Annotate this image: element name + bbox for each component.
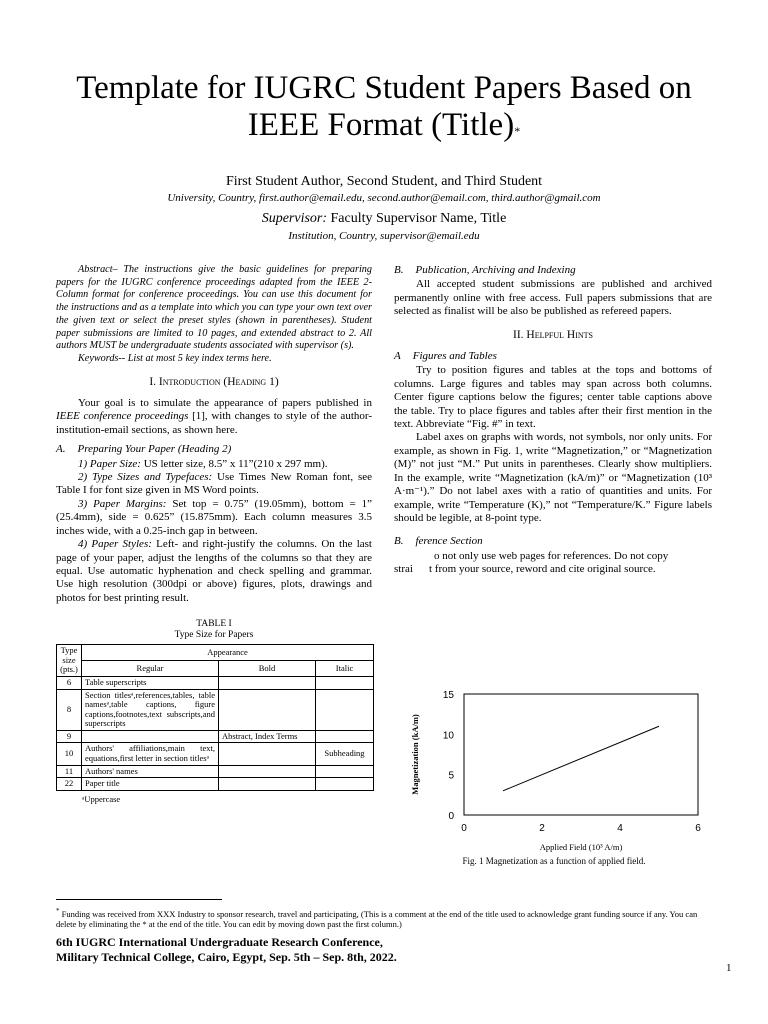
footnote: * Funding was received from XXX Industry to sponsor research, travel and participating, (This is a comment at the end of the title used to acknowledge grant funding source if any. You can delete by eliminating the * at the end of the title. You can edit by moving down past the first column.) (56, 907, 698, 930)
publication-paragraph: All accepted student submissions are published and archived permanently online with free access. Full papers submissions that are selected as finalist will be also be published as refereed papers. (394, 278, 712, 318)
table-cell (316, 730, 374, 743)
table-cell (219, 778, 316, 791)
conference-info (56, 935, 397, 965)
table-cell: 10 (57, 743, 82, 765)
x-tick-label: 4 (617, 823, 623, 834)
table-col-italic: Italic (316, 661, 374, 677)
table-cell (219, 743, 316, 765)
intro-paragraph: Your goal is to simulate the appearance of papers published in IEEE conference proceedings [1], with changes to style of the author-institution-email sections, as shown here. (56, 397, 372, 436)
table-cell: Subheading (316, 743, 374, 765)
table-footnote: ᵃUppercase (82, 793, 121, 804)
table-col-regular: Regular (82, 661, 219, 677)
paper-size-item: 1) Paper Size: US letter size, 8.5” x 11”(210 x 297 mm). (78, 457, 328, 470)
table-cell: Authors' affiliations,main text, equations,first letter in section titlesᵃ (82, 743, 219, 765)
y-axis-label: Magnetization (kA/m) (410, 714, 420, 795)
x-tick-label: 6 (695, 823, 701, 834)
abstract: Abstract– The instructions give the basic guidelines for preparing papers for the IUGRC conference proceedings adapted from the IEEE 2-Column format for conference proceedings. You can use this document for the instructions and as a template into which you can type your own text over the given text or select the preset styles (shown in parentheses). Student paper submissions are limited to 10 pages, and extended abstract to 2. All authors MUST be undergraduate students associated with supervisor (s). (56, 264, 372, 352)
table-cell (82, 730, 219, 743)
paper-styles-item: 4) Paper Styles: Left- and right-justify the columns. On the last page of your paper, adjust the lengths of the columns so that they are equal. Use automatic hyphenation and check spelling and grammar. Use high resolution (300dpi or above) figures, plots, drawings and photos for best printing result. (56, 538, 372, 604)
section-1-heading: I. Introduction (Heading 1) (149, 375, 279, 388)
paper-margins-item: 3) Paper Margins: Set top = 0.75” (19.05mm), bottom = 1” (25.4mm), side = 0.625” (15.875mm). Each column measures 3.5 inches wide, with a 0.25-inch gap in between. (56, 497, 372, 537)
figures-tables-heading: A Figures and Tables (394, 350, 497, 363)
author-names: First Student Author, Second Student, and Third Student (225, 174, 543, 189)
table-cell: Paper title (82, 778, 219, 791)
table-cell: Table superscripts (82, 676, 219, 689)
supervisor-label: Supervisor: (261, 211, 328, 226)
keywords: Keywords-- List at most 5 key index terms here. (78, 352, 272, 364)
table-cell (316, 778, 374, 791)
y-tick-label: 0 (448, 811, 454, 822)
author-affiliation: University, Country, first.author@email.edu, second.author@email.com, third.author@gmail.com (167, 192, 601, 204)
table-cell: 8 (57, 689, 82, 730)
table-cell (316, 765, 374, 778)
series-line (503, 726, 659, 791)
paper-title-text: Template for IUGRC Student Papers Based on IEEE Format (Title) (76, 70, 692, 143)
x-tick-label: 0 (461, 823, 467, 834)
left-column (56, 264, 372, 806)
table-cell: Section titlesᵃ,references,tables, table namesᵃ,table captions, figure captions,footnotes,text subscripts,and superscripts (82, 689, 219, 730)
y-tick-label: 10 (442, 730, 454, 742)
title-footnote-mark: * (514, 124, 521, 138)
table-cell: 9 (57, 730, 82, 743)
page-number: 1 (726, 962, 732, 974)
table-cell: Authors' names (82, 765, 219, 778)
table-row (57, 689, 374, 730)
reference-section-heading: B. ference Section (394, 535, 483, 548)
supervisor-affiliation: Institution, Country, supervisor@email.edu (288, 230, 480, 242)
table-row (57, 676, 374, 689)
table-label: TABLE I (196, 619, 232, 630)
y-tick-label: 5 (448, 770, 454, 782)
table-cell: 22 (57, 778, 82, 791)
table-caption (56, 619, 372, 641)
table-cell: Abstract, Index Terms (219, 730, 316, 743)
table-title: Type Size for Papers (174, 630, 254, 641)
table-row (57, 743, 374, 765)
type-size-table (56, 644, 374, 791)
footnote-rule (56, 899, 222, 900)
figures-paragraph: Try to position figures and tables at the tops and bottoms of columns. Large figures and tables may span across both columns. Center figure captions below the figures; center table captions above the table. Try to place figures and tables after their first mention in the text. Abbreviate “Fig. #” in text. (394, 364, 712, 431)
figure-caption: Fig. 1 Magnetization as a function of applied field. (462, 856, 646, 866)
paper-title (40, 70, 728, 144)
table-row (57, 778, 374, 791)
supervisor-line (40, 211, 728, 227)
reference-text-line-2: strai t from your source, reword and cite original source. (394, 563, 656, 576)
table-cell (316, 689, 374, 730)
table-cell (219, 765, 316, 778)
conference-line-2: Military Technical College, Cairo, Egypt, Sep. 5th – Sep. 8th, 2022. (56, 950, 397, 964)
table-cell: 6 (57, 676, 82, 689)
plot-frame (464, 694, 698, 815)
x-tick-label: 2 (539, 823, 545, 834)
table-col-bold: Bold (219, 661, 316, 677)
table-head-appearance: Appearance (82, 645, 374, 661)
magnetization-chart (404, 678, 712, 870)
reference-text-line-1: o not only use web pages for references. Do not copy (434, 549, 669, 562)
table-row (57, 730, 374, 743)
axes-paragraph: Label axes on graphs with words, not symbols, nor only units. For example, as shown in Fig. 1, write “Magnetization,” or “Magnetization (M)” not just “M.” Put units in parentheses. Clearly show multipliers. In the example, write “Magnetization (kA/m)” or “Magnetization (10³ A·m⁻¹).” Do not label axes with a ratio of quantities and units. For example, write “Temperature (K),” not “Temperature/K.” Figure labels should be legible, at 8-point type. (394, 431, 712, 524)
subsection-a-heading: A. Preparing Your Paper (Heading 2) (56, 443, 232, 456)
table-cell (219, 676, 316, 689)
table-cell (219, 689, 316, 730)
section-2-heading: II. Helpful Hints (512, 328, 593, 341)
x-axis-label: Applied Field (10³ A/m) (539, 842, 623, 852)
type-sizes-item: 2) Type Sizes and Typefaces: Use Times New Roman font, see Table I for font size given in MS Word points. (56, 471, 373, 497)
table-cell: 11 (57, 765, 82, 778)
table-row (57, 765, 374, 778)
supervisor-name: Faculty Supervisor Name, Title (330, 211, 507, 226)
y-tick-label: 15 (442, 690, 454, 701)
table-head-type: Type size (pts.) (57, 645, 82, 677)
table-cell (316, 676, 374, 689)
right-column (394, 264, 712, 577)
subsection-b-heading: B. Publication, Archiving and Indexing (394, 264, 576, 276)
conference-line-1: 6th IUGRC International Undergraduate Research Conference, (56, 935, 383, 949)
